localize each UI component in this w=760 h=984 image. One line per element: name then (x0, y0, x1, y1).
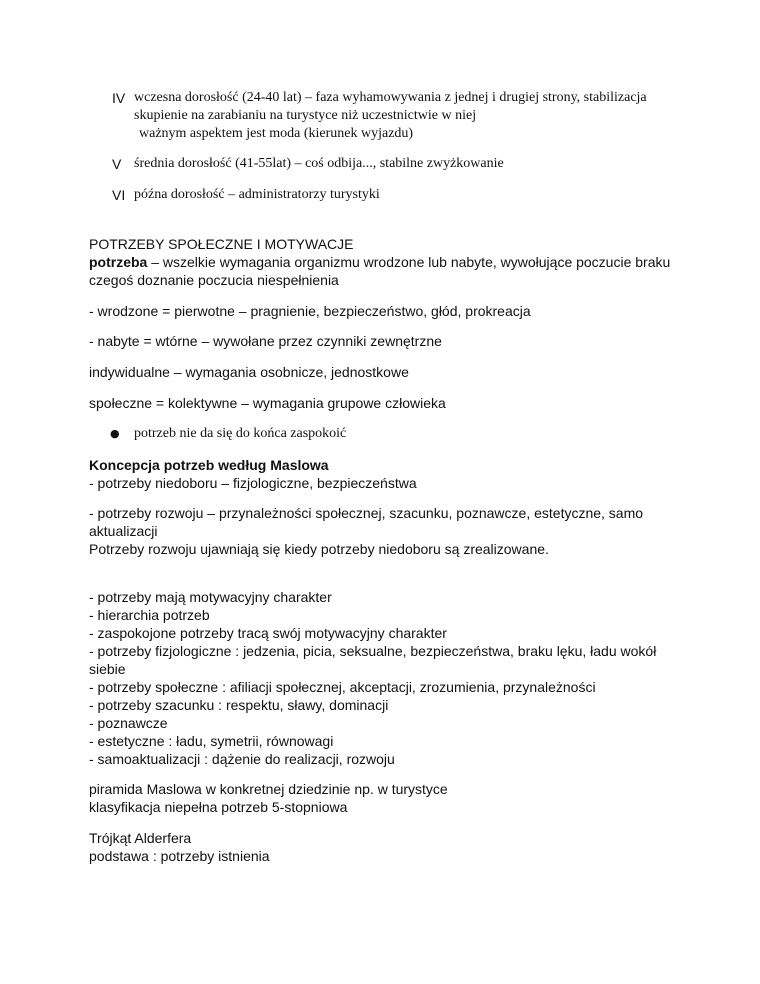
rozwoju-line-2: aktualizacji (89, 523, 158, 539)
maslow-list-item: - potrzeby fizjologiczne : jedzenia, picia, seksualne, bezpieczeństwa, braku lęku, ładu wokół (89, 643, 657, 659)
maslow-list-item: - hierarchia potrzeb (89, 607, 210, 623)
bullet-text: potrzeb nie da się do końca zaspokoić (134, 426, 347, 441)
indywidualne-line: indywidualne – wymagania osobnicze, jednostkowe (89, 364, 409, 380)
rozwoju-line-1: - potrzeby rozwoju – przynależności społecznej, szacunku, poznawcze, estetyczne, samo (89, 505, 644, 521)
maslow-list-item: siebie (89, 661, 126, 677)
roman-v-line-1: średnia dorosłość (41-55lat) – coś odbija..., stabilne zwyżkowanie (134, 156, 504, 171)
roman-iv-line-3: ważnym aspektem jest moda (kierunek wyjazdu) (139, 126, 414, 141)
maslow-list-item: - poznawcze (89, 715, 168, 731)
roman-iv-line-1: wczesna dorosłość (24-40 lat) – faza wyhamowywania z jednej i drugiej strony, stabilizacja (134, 90, 647, 105)
wrodzone-line: - wrodzone = pierwotne – pragnienie, bezpieczeństwo, głód, prokreacja (89, 303, 531, 319)
definition-term: potrzeba (89, 254, 148, 270)
piramida-line: piramida Maslowa w konkretnej dziedzinie np. w turystyce (89, 781, 448, 797)
nabyte-line: - nabyte = wtórne – wywołane przez czynniki zewnętrzne (89, 333, 442, 349)
maslow-heading: Koncepcja potrzeb według Maslowa (89, 457, 329, 473)
maslow-list-item: - estetyczne : ładu, symetrii, równowagi (89, 733, 334, 749)
roman-numeral-v: V (112, 156, 122, 172)
podstawa-line: podstawa : potrzeby istnienia (89, 848, 270, 864)
niedoboru-line: - potrzeby niedoboru – fizjologiczne, bezpieczeństwa (89, 475, 417, 491)
roman-vi-line-1: późna dorosłość – administratorzy turystyki (134, 187, 380, 202)
section-heading: POTRZEBY SPOŁECZNE I MOTYWACJE (89, 236, 354, 252)
spoleczne-line: społeczne = kolektywne – wymagania grupowe człowieka (89, 395, 446, 411)
maslow-list-item: - potrzeby społeczne : afiliacji społecznej, akceptacji, zrozumienia, przynależności (89, 679, 596, 695)
klasyfikacja-line: klasyfikacja niepełna potrzeb 5-stopniowa (89, 799, 348, 815)
ujawniaja-line: Potrzeby rozwoju ujawniają się kiedy potrzeby niedoboru są zrealizowane. (89, 541, 549, 557)
roman-numeral-vi: VI (112, 187, 126, 203)
maslow-list-item: - zaspokojone potrzeby tracą swój motywacyjny charakter (89, 625, 447, 641)
roman-iv-line-2: skupienie na zarabianiu na turystyce niż uczestnictwie w niej (134, 108, 477, 123)
maslow-list-item: - potrzeby szacunku : respektu, sławy, dominacji (89, 697, 389, 713)
maslow-list-item: - samoaktualizacji : dążenie do realizacji, rozwoju (89, 751, 395, 767)
definition-text: – wszelkie wymagania organizmu wrodzone lub nabyte, wywołujące poczucie braku (147, 254, 671, 270)
definition-line-1 (89, 253, 670, 271)
bullet-dot-icon: ● (110, 427, 120, 440)
alderfer-heading: Trójkąt Alderfera (89, 830, 192, 846)
roman-numeral-iv: IV (112, 90, 126, 106)
maslow-list-item: - potrzeby mają motywacyjny charakter (89, 589, 332, 605)
definition-line-2: czegoś doznanie poczucia niespełnienia (89, 272, 339, 288)
